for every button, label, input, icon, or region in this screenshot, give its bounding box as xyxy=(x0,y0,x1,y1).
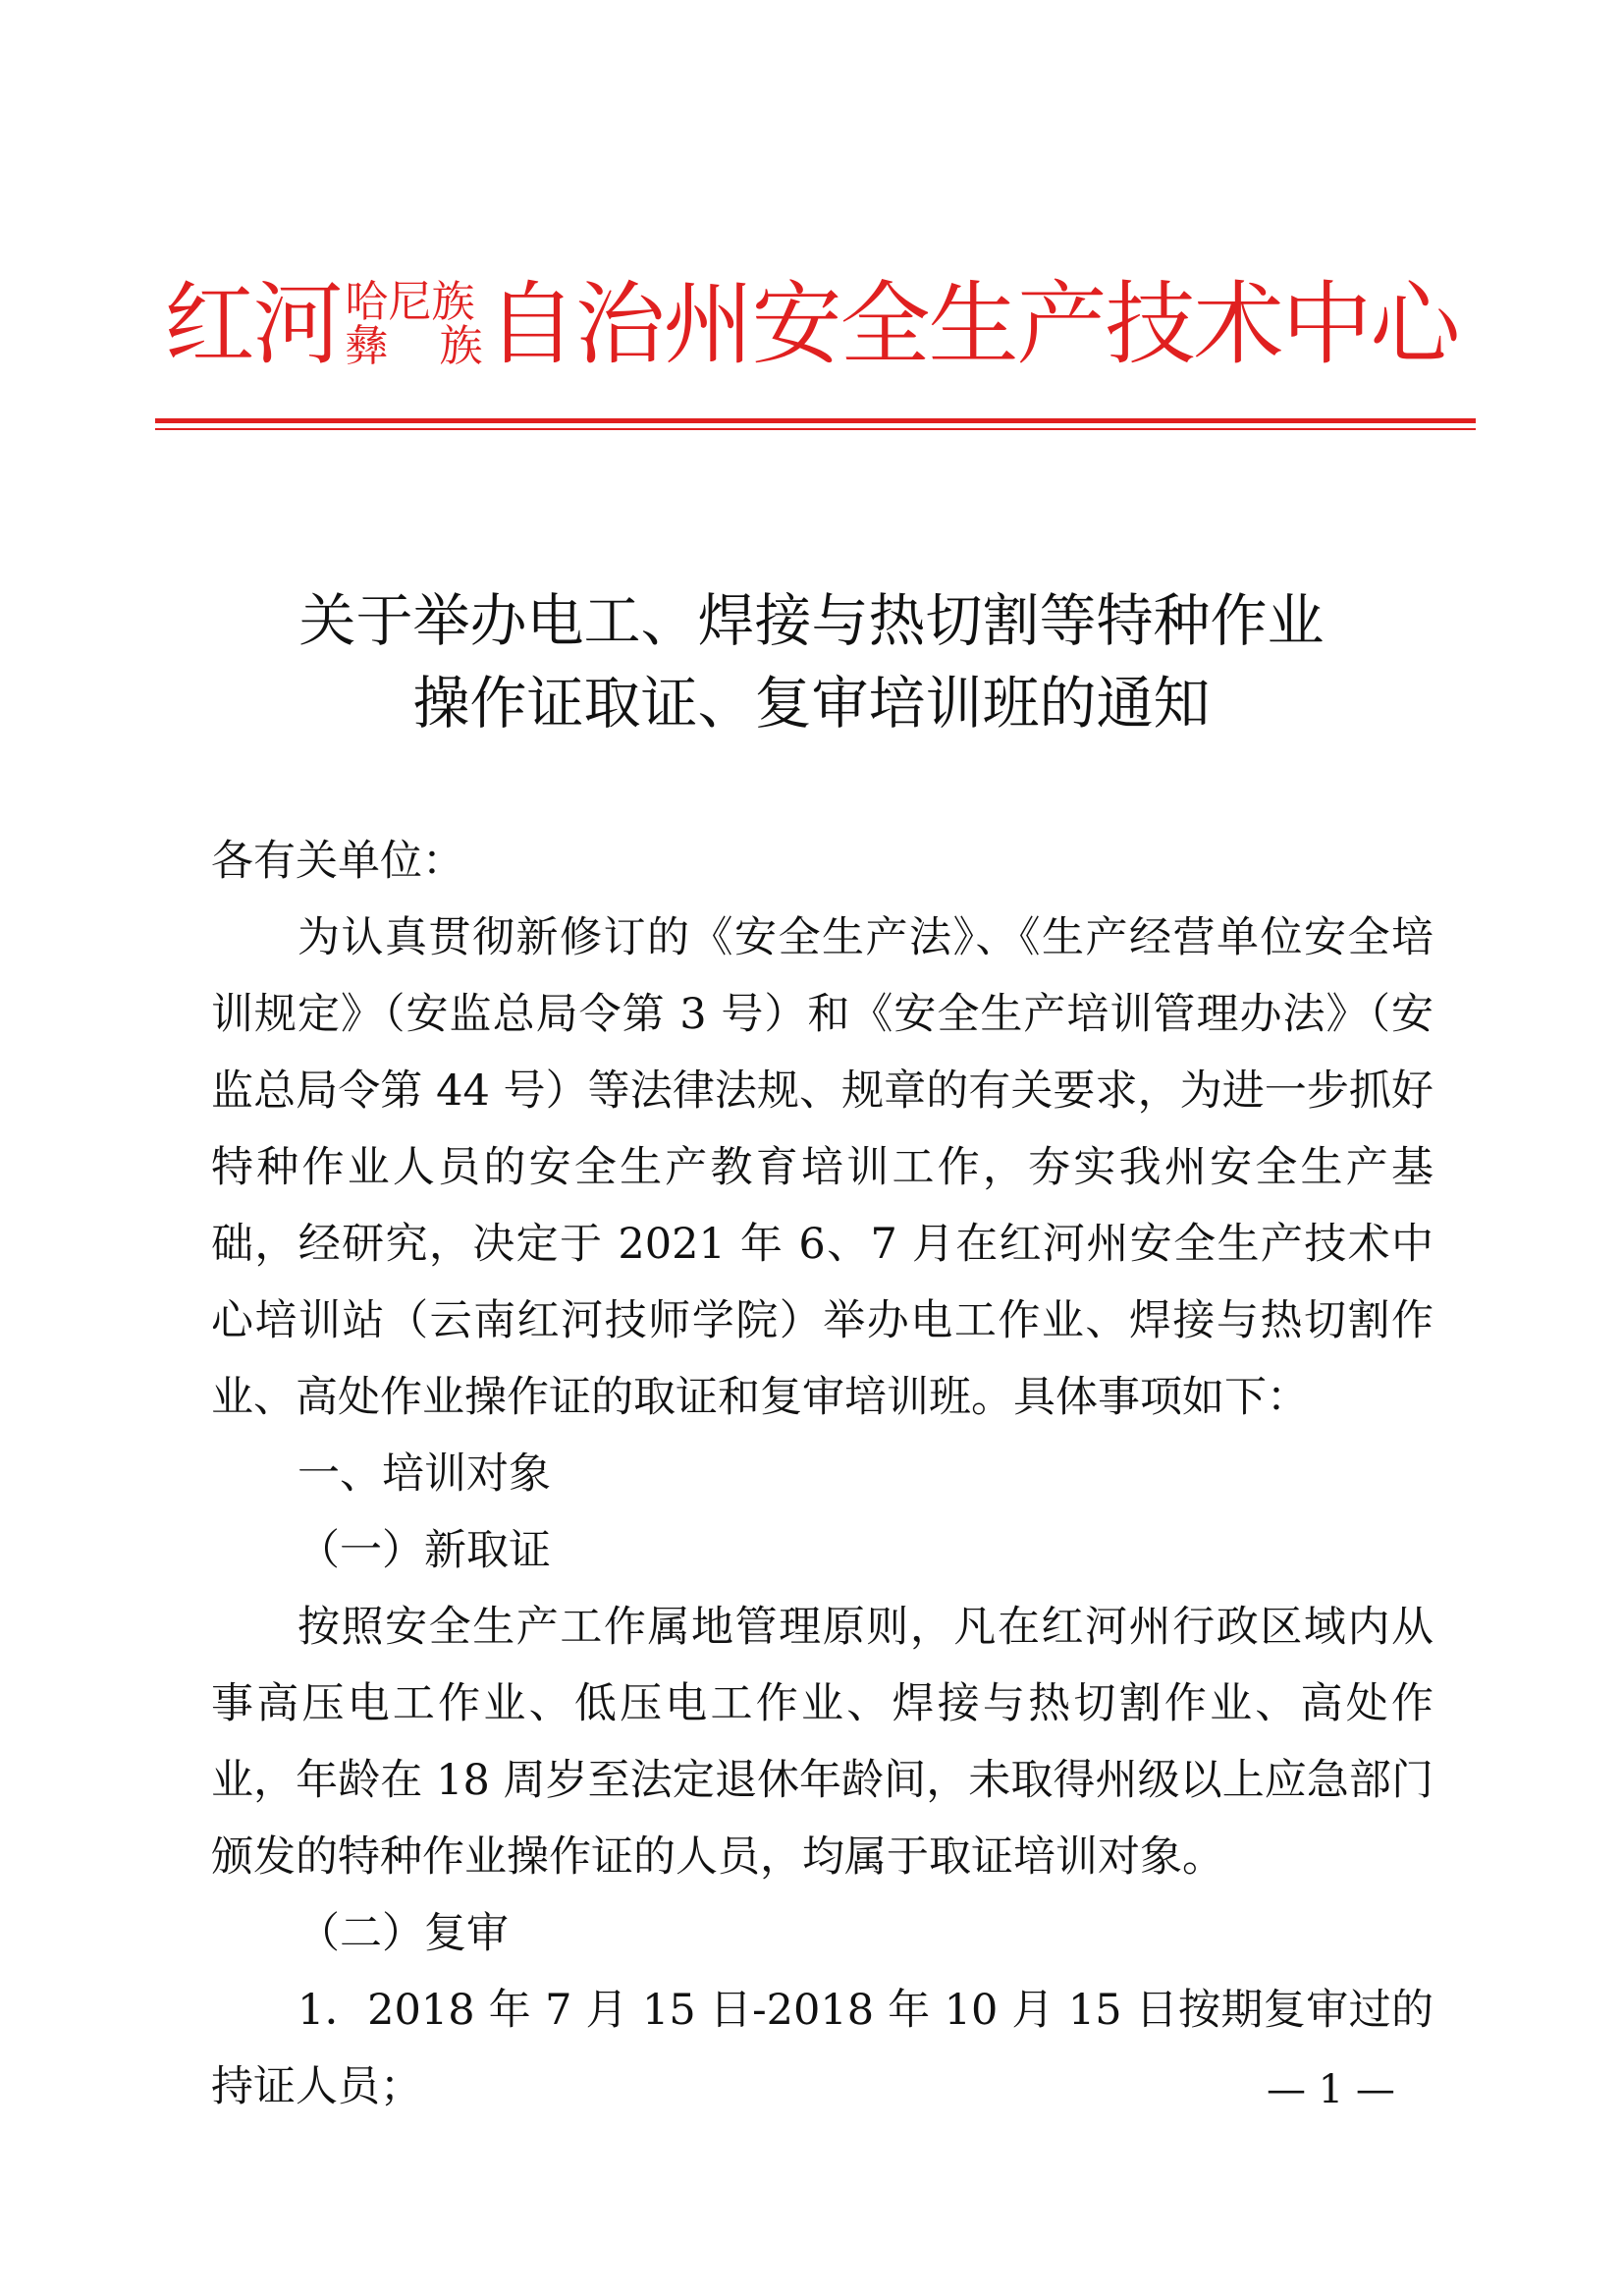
section-heading-1: 一、培训对象 xyxy=(298,1449,551,1499)
intro-paragraph: 为认真贯彻新修订的《安全生产法》、《生产经营单位安全培训规定》（安监总局令第 3 号）和《安全生产培训管理办法》（安监总局令第 44 号）等法律法规、规章的有关要求，为进一步抓好特种作业人员的安全生产教育培训工作，夯实我州安全生产基础，经研究，决定于 2021 年 6、7 月在红河州安全生产技术中心培训站（云南红河技师学院）举办电工作业、焊接与热切割作业、高处作业操作证的取证和复审培训班。具体事项如下： xyxy=(211,913,1434,1422)
letterhead-right: 自治州安全生产技术中心 xyxy=(486,272,1459,377)
letterhead xyxy=(0,272,1623,377)
subsection-heading-2: （二）复审 xyxy=(298,1909,509,1958)
page-number: — 1 — xyxy=(1267,2067,1395,2112)
letterhead-mid-bottom-right: 族 xyxy=(439,321,483,371)
letterhead-mid-bottom-left: 彝 xyxy=(345,321,389,371)
subsection-heading-1: （一）新取证 xyxy=(298,1526,551,1575)
letterhead-mid-bottom-row xyxy=(345,321,483,371)
title-line-1: 关于举办电工、焊接与热切割等特种作业 xyxy=(298,587,1325,654)
title-line-2: 操作证取证、复审培训班的通知 xyxy=(412,670,1211,737)
letterhead-mid-top-row xyxy=(345,277,483,328)
letterhead-mid-top: 哈尼族 xyxy=(345,277,475,328)
letterhead-rule-thin xyxy=(155,428,1476,430)
document-title xyxy=(0,579,1623,744)
subsection-1-paragraph: 按照安全生产工作属地管理原则，凡在红河州行政区域内从事高压电工作业、低压电工作业、焊接与热切割作业、高处作业，年龄在 18 周岁至法定退休年龄间，未取得州级以上应急部门颁发的特种作业操作证的人员，均属于取证培训对象。 xyxy=(211,1603,1434,1882)
document-body xyxy=(211,823,1434,2125)
salutation: 各有关单位： xyxy=(211,837,464,886)
letterhead-left: 红河 xyxy=(164,272,342,377)
letterhead-rule-thick xyxy=(155,418,1476,423)
list-item-1: 1．2018 年 7 月 15 日-2018 年 10 月 15 日按期复审过的持证人员； xyxy=(211,1986,1434,2111)
letterhead-ethnic-names xyxy=(345,277,483,371)
